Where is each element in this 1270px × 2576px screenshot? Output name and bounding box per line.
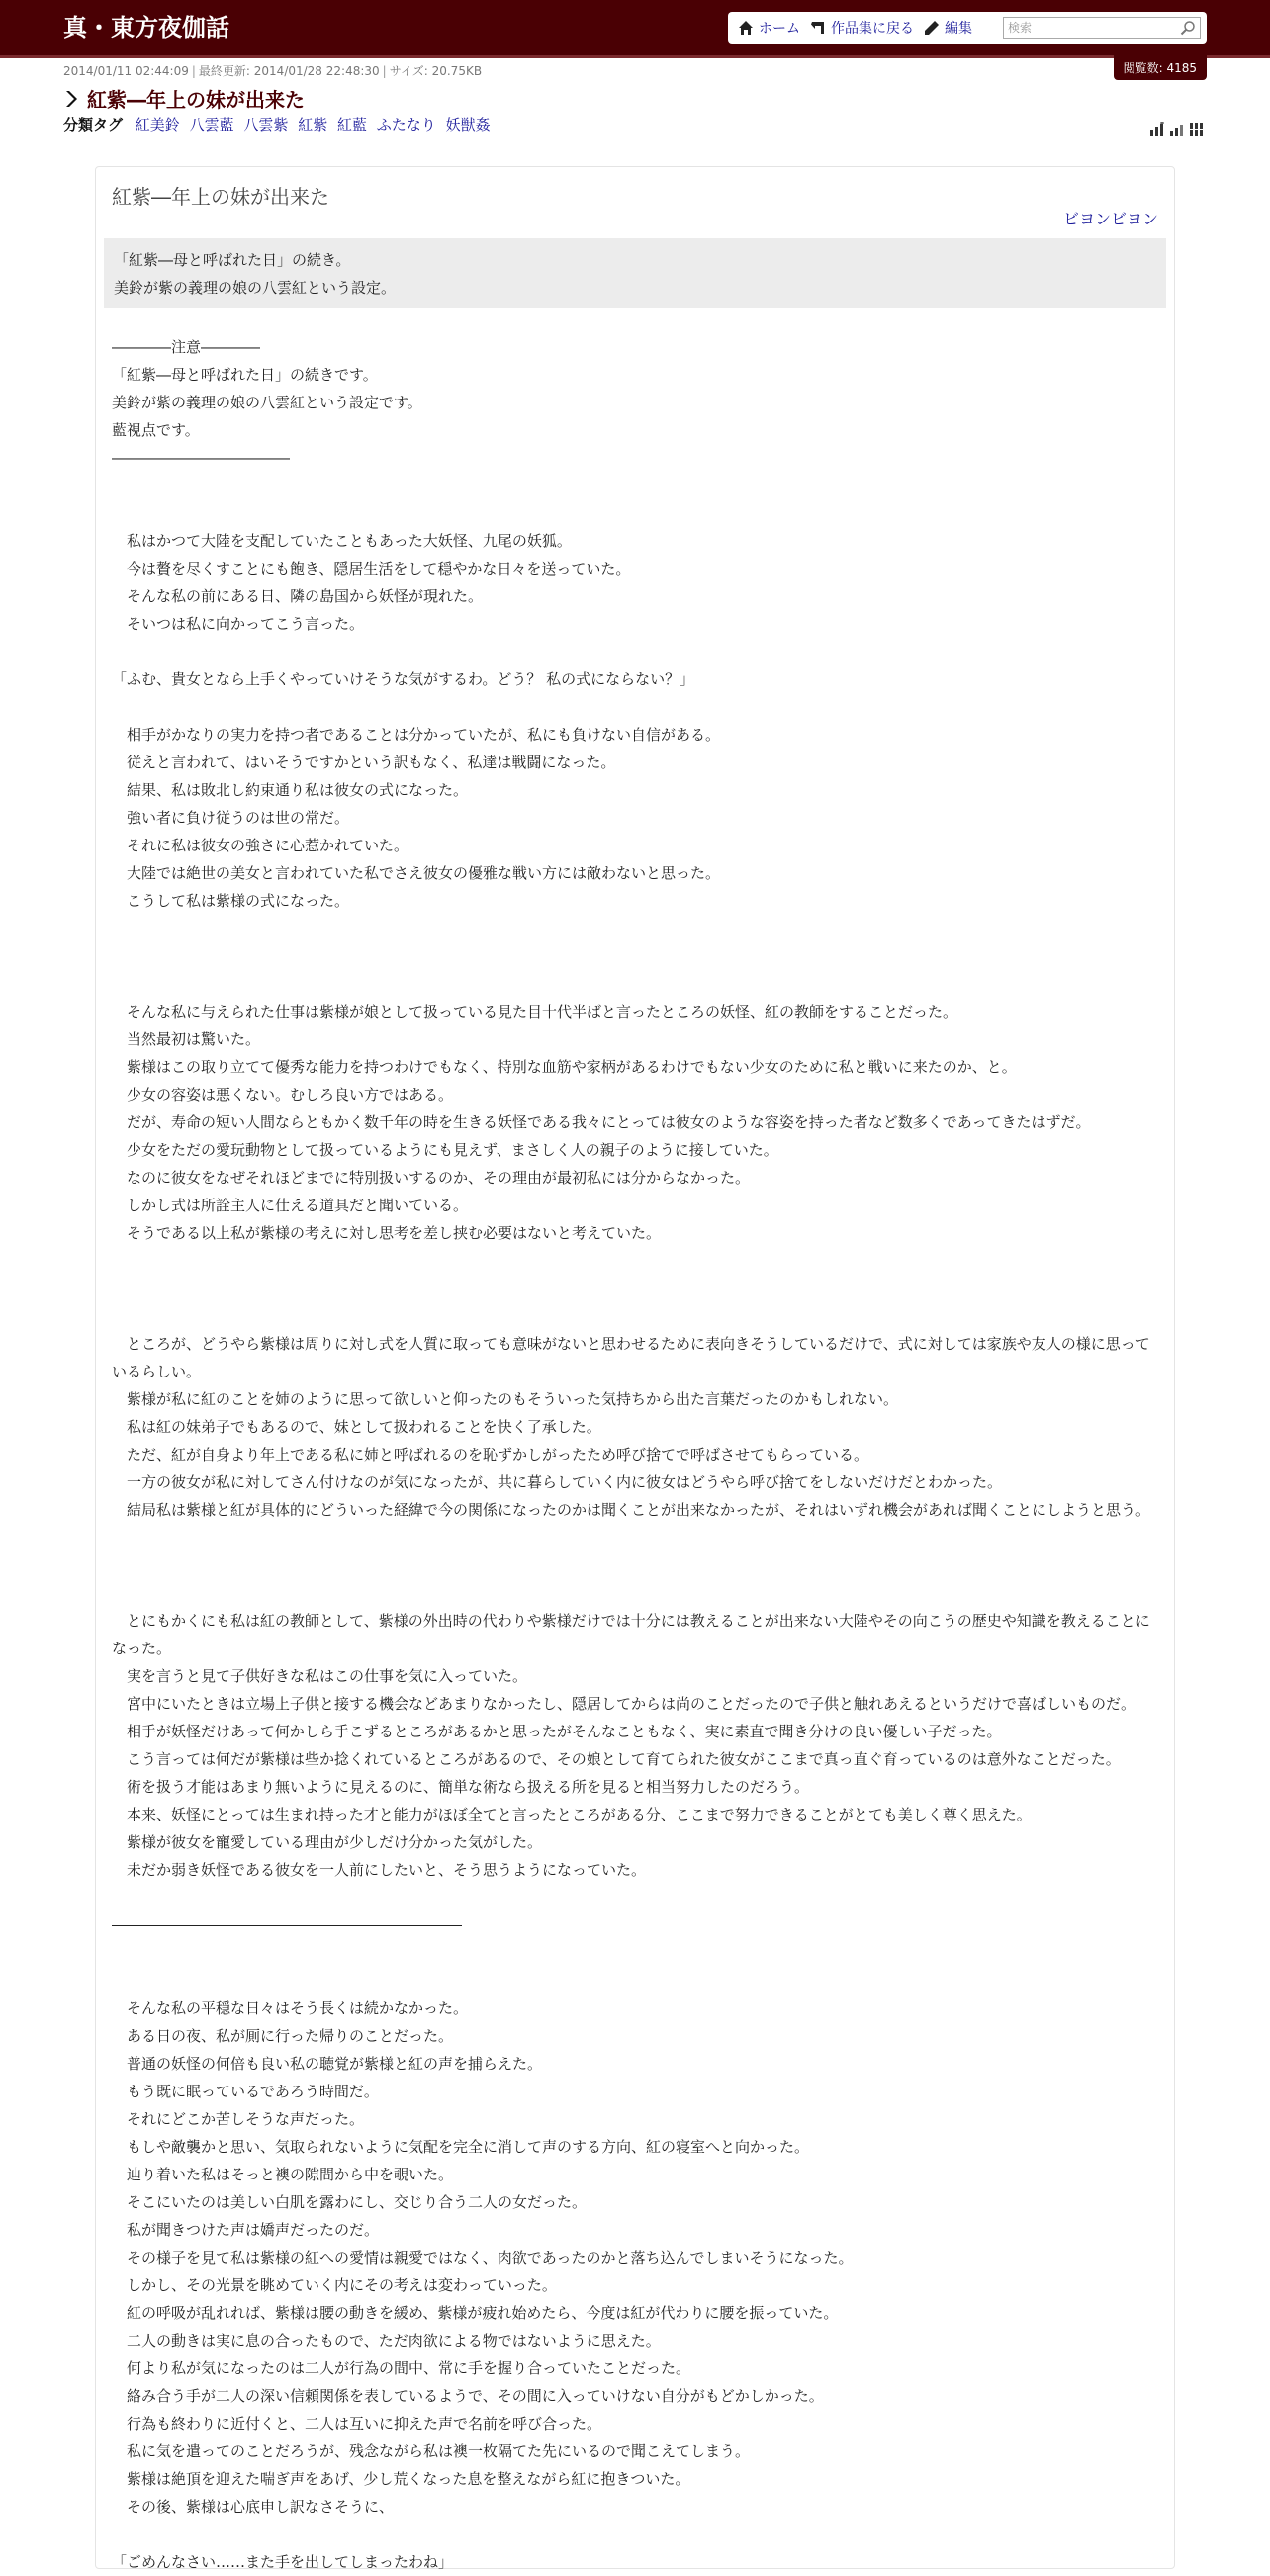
story-paragraph: しかし式は所詮主人に仕える道具だと聞いている。 <box>112 1197 469 1214</box>
story-paragraph: それに私は彼女の強さに心惹かれていた。 <box>112 837 409 854</box>
intro-box <box>104 238 1166 308</box>
tag-link[interactable]: 紅紫 <box>298 116 328 133</box>
tag-link[interactable]: 紅美鈴 <box>135 116 180 133</box>
nav-bar <box>728 12 1207 44</box>
story-paragraph: 紫様はこの取り立てて優秀な能力を持つわけでもなく、特別な血筋や家柄があるわけでもない少女のために私と戦いに来たのか、と。 <box>112 1058 1017 1076</box>
story-body <box>112 333 1160 2576</box>
blank-line <box>112 1247 1160 1275</box>
nav-home-label: ホーム <box>759 21 800 37</box>
story-paragraph: 藍視点です。 <box>112 421 200 439</box>
post-title: 紅紫―年上の妹が出来た <box>87 88 305 112</box>
blank-line <box>112 472 1160 499</box>
story-paragraph: 今は贅を尽くすことにも飽き、隠居生活をして穏やかな日々を送っていた。 <box>112 560 631 577</box>
blank-line <box>112 1967 1160 1995</box>
story-paragraph: 従えと言われて、はいそうですかという訳もなく、私達は戦闘になった。 <box>112 754 616 771</box>
story-paragraph: それにどこか苦しそうな声だった。 <box>112 2110 365 2128</box>
created-date: 2014/01/11 02:44:09 <box>63 64 189 78</box>
blank-line <box>112 915 1160 942</box>
blank-line <box>112 499 1160 527</box>
story-paragraph: 本来、妖怪にとっては生まれ持った才と能力がほぼ全てと言ったところがある分、ここまで努力できることがとても美しく尊く思えた。 <box>112 1806 1032 1823</box>
story-paragraph: 相手が妖怪だけあって何かしら手こずるところがあるかと思ったがそんなこともなく、実に素直で聞き分けの良い優しい子だった。 <box>112 1723 1002 1740</box>
story-paragraph: 紫様は絶頂を迎えた喘ぎ声をあげ、少し荒くなった息を整えながら紅に抱きついた。 <box>112 2470 690 2488</box>
nav-home-link[interactable] <box>738 18 800 38</box>
blank-line <box>112 1579 1160 1607</box>
story-paragraph: こう言っては何だが紫様は些か捻くれているところがあるので、その娘として育てられた彼女がここまで真っ直ぐ育っているのは意外なことだった。 <box>112 1750 1121 1768</box>
work-title: 紅紫―年上の妹が出来た <box>112 185 329 209</box>
grid-menu-icon[interactable] <box>1189 122 1205 137</box>
story-paragraph: 未だか弱き妖怪である彼女を一人前にしたいと、そう思うようになっていた。 <box>112 1861 647 1879</box>
intro-line: 美鈴が紫の義理の娘の八雲紅という設定。 <box>114 279 397 297</box>
site-title[interactable]: 真・東方夜伽話 <box>63 14 229 42</box>
story-paragraph: 「ふむ、貴女となら上手くやっていけそうな気がするわ。どう？ 私の式にならない？」 <box>112 670 695 688</box>
bookmark-add-icon[interactable] <box>1149 122 1165 137</box>
view-count-badge: 閲覧数: 4185 <box>1114 55 1207 80</box>
story-paragraph: 紫様が彼女を寵愛している理由が少しだけ分かった気がした。 <box>112 1833 543 1851</box>
pencil-icon <box>924 20 940 36</box>
blank-line <box>112 1884 1160 1911</box>
story-paragraph: 術を扱う才能はあまり無いように見えるのに、簡単な術なら扱える所を見ると相当努力したのだろう。 <box>112 1778 810 1796</box>
return-arrow-icon <box>810 20 826 36</box>
nav-edit-label: 編集 <box>945 21 972 37</box>
blank-line <box>112 638 1160 666</box>
story-paragraph: 私は紅の妹弟子でもあるので、妹として扱われることを快く了承した。 <box>112 1418 601 1436</box>
author-link[interactable]: ビヨンビヨン <box>1062 210 1158 228</box>
story-paragraph: だが、寿命の短い人間ならともかく数千年の時を生きる妖怪である我々にとっては彼女のような容姿を持った者など数多くであってきたはずだ。 <box>112 1113 1091 1131</box>
story-paragraph: 結果、私は敗北し約束通り私は彼女の式になった。 <box>112 781 469 799</box>
story-paragraph: そうである以上私が紫様の考えに対し思考を差し挟む必要はないと考えていた。 <box>112 1224 662 1242</box>
story-paragraph: なのに彼女をなぜそれほどまでに特別扱いするのか、その理由が最初私には分からなかった。 <box>112 1169 751 1187</box>
blank-line <box>112 1552 1160 1579</box>
story-paragraph: 少女の容姿は悪くない。むしろ良い方ではある。 <box>112 1086 454 1104</box>
post-meta: 2014/01/11 02:44:09 | 最終更新: 2014/01/28 22:48:30 | サイズ: 20.75KB <box>63 64 483 78</box>
story-paragraph: 美鈴が紫の義理の娘の八雲紅という設定です。 <box>112 394 422 411</box>
tag-link[interactable]: ふたなり <box>376 116 436 133</box>
story-paragraph: その後、紫様は心底申し訳なさそうに、 <box>112 2498 395 2516</box>
file-size: サイズ: 20.75KB <box>389 64 483 78</box>
bookmark-count-icon[interactable] <box>1169 122 1185 137</box>
blank-line <box>112 1524 1160 1552</box>
story-paragraph: 少女をただの愛玩動物として扱っているようにも見えず、まさしく人の親子のように接していた。 <box>112 1141 778 1159</box>
home-icon <box>738 20 754 36</box>
tag-link[interactable]: 妖獣姦 <box>445 116 491 133</box>
tag-list <box>63 114 496 134</box>
story-paragraph: そんな私に与えられた仕事は紫様が娘として扱っている見た目十代半ばと言ったところの妖怪、紅の教師をすることだった。 <box>112 1003 958 1021</box>
story-paragraph: 行為も終わりに近付くと、二人は互いに抑えた声で名前を呼び合った。 <box>112 2415 602 2433</box>
story-paragraph: 紅の呼吸が乱れれば、紫様は腰の動きを緩め、紫様が疲れ始めたら、今度は紅が代わりに腰を振っていた。 <box>112 2304 839 2322</box>
story-paragraph: 一方の彼女が私に対してさん付けなのが気になったが、共に暮らしていく内に彼女はどうやら呼び捨てをしないだけだとわかった。 <box>112 1473 1003 1491</box>
story-paragraph: 「紅紫―母と呼ばれた日」の続きです。 <box>112 366 378 384</box>
story-paragraph: 普通の妖怪の何倍も良い私の聴覚が紫様と紅の声を捕らえた。 <box>112 2055 543 2073</box>
story-paragraph: 私に気を遣ってのことだろうが、残念ながら私は襖一枚隔てた先にいるので聞こえてしまう。 <box>112 2443 751 2460</box>
story-paragraph: 相手がかなりの実力を持つ者であることは分かっていたが、私にも負けない自信がある。 <box>112 726 721 744</box>
blank-line <box>112 970 1160 998</box>
story-paragraph: こうして私は紫様の式になった。 <box>112 892 350 910</box>
story-paragraph: 大陸では絶世の美女と言われていた私でさえ彼女の優雅な戦い方には敵わないと思った。 <box>112 864 721 882</box>
story-paragraph: 結局私は紫様と紅が具体的にどういった経緯で今の関係になったのかは聞くことが出来なかったが、それはいずれ機会があれば聞くことにしようと思う。 <box>112 1501 1151 1519</box>
story-paragraph: 当然最初は驚いた。 <box>112 1030 261 1048</box>
story-paragraph: そこにいたのは美しい白肌を露わにし、交じり合う二人の女だった。 <box>112 2193 588 2211</box>
story-paragraph: その様子を見て私は紫様の紅への愛情は親愛ではなく、肉欲であったのかと落ち込んでしまいそうになった。 <box>112 2249 854 2266</box>
story-paragraph: とにもかくにも私は紅の教師として、紫様の外出時の代わりや紫様だけでは十分には教えることが出来ない大陸やその向こうの歴史や知識を教えることになった。 <box>112 1612 1150 1657</box>
story-paragraph: もう既に眠っているであろう時間だ。 <box>112 2083 379 2100</box>
story-paragraph: ―――――――――――― <box>112 449 290 467</box>
story-paragraph: 宮中にいたときは立場上子供と接する機会などあまりなかったし、隠居してからは尚のことだったので子供と触れあえるというだけで喜ばしいものだ。 <box>112 1695 1136 1713</box>
story-paragraph: 辿り着いた私はそっと襖の隙間から中を覗いた。 <box>112 2166 454 2183</box>
story-paragraph: そんな私の前にある日、隣の島国から妖怪が現れた。 <box>112 587 484 605</box>
post-title-row <box>63 84 305 113</box>
content-card <box>95 166 1175 2569</box>
search-input[interactable] <box>1003 17 1201 39</box>
share-icons <box>1149 122 1205 137</box>
nav-edit-link[interactable] <box>924 18 972 38</box>
blank-line <box>112 942 1160 970</box>
blank-line <box>112 693 1160 721</box>
story-paragraph: 私が聞きつけた声は嬌声だったのだ。 <box>112 2221 380 2239</box>
search-icon[interactable] <box>1180 20 1196 36</box>
blank-line <box>112 1939 1160 1967</box>
nav-back-link[interactable] <box>810 18 914 38</box>
story-paragraph: そいつは私に向かってこう言った。 <box>112 615 365 633</box>
tag-link[interactable]: 八雲紫 <box>243 116 289 133</box>
updated-date: 最終更新: 2014/01/28 22:48:30 <box>198 64 380 78</box>
story-paragraph: 「ごめんなさい……また手を出してしまったわね」 <box>112 2553 454 2571</box>
story-paragraph: 紫様が私に紅のことを姉のように思って欲しいと仰ったのもそういった気持ちから出た言葉だったのかもしれない。 <box>112 1390 899 1408</box>
story-paragraph: 実を言うと見て子供好きな私はこの仕事を気に入っていた。 <box>112 1667 528 1685</box>
story-paragraph: ある日の夜、私が厠に行った帰りのことだった。 <box>112 2027 454 2045</box>
story-paragraph: 強い者に負け従うのは世の常だ。 <box>112 809 350 827</box>
blank-line <box>112 2521 1160 2548</box>
story-paragraph: ただ、紅が自身より年上である私に姉と呼ばれるのを恥ずかしがったため呼び捨てで呼ばさせてもらっている。 <box>112 1446 869 1464</box>
story-paragraph: しかし、その光景を眺めていく内にその考えは変わっていった。 <box>112 2276 557 2294</box>
chevron-right-icon <box>63 89 79 109</box>
story-paragraph: 私はかつて大陸を支配していたこともあった大妖怪、九尾の妖狐。 <box>112 532 572 550</box>
story-paragraph: ところが、どうやら紫様は周りに対し式を人質に取っても意味がないと思わせるために表向きそうしているだけで、式に対しては家族や友人の様に思っているらしい。 <box>112 1335 1150 1380</box>
story-paragraph: 絡み合う手が二人の深い信頼関係を表しているようで、その間に入っていけない自分がもどかしかった。 <box>112 2387 824 2405</box>
tags-label: 分類タグ <box>63 116 124 133</box>
tag-link[interactable]: 八雲藍 <box>189 116 234 133</box>
tag-link[interactable]: 紅藍 <box>336 116 367 133</box>
story-paragraph: そんな私の平穏な日々はそう長くは続かなかった。 <box>112 1999 469 2017</box>
intro-line: 「紅紫―母と呼ばれた日」の続き。 <box>114 251 351 269</box>
story-paragraph: 何より私が気になったのは二人が行為の間中、常に手を握り合っていたことだった。 <box>112 2359 691 2377</box>
story-paragraph: もしや敵襲かと思い、気取られないように気配を完全に消して声のする方向、紅の寝室へと向かった。 <box>112 2138 810 2156</box>
search-placeholder: 検索 <box>1008 21 1033 35</box>
blank-line <box>112 1275 1160 1302</box>
section-divider <box>112 1911 1160 1939</box>
top-header <box>0 0 1270 58</box>
blank-line <box>112 1302 1160 1330</box>
story-paragraph: ――――注意―――― <box>112 338 261 356</box>
nav-back-label: 作品集に戻る <box>831 21 914 37</box>
story-paragraph: 二人の動きは実に息の合ったもので、ただ肉欲による物ではないように思えた。 <box>112 2332 661 2350</box>
